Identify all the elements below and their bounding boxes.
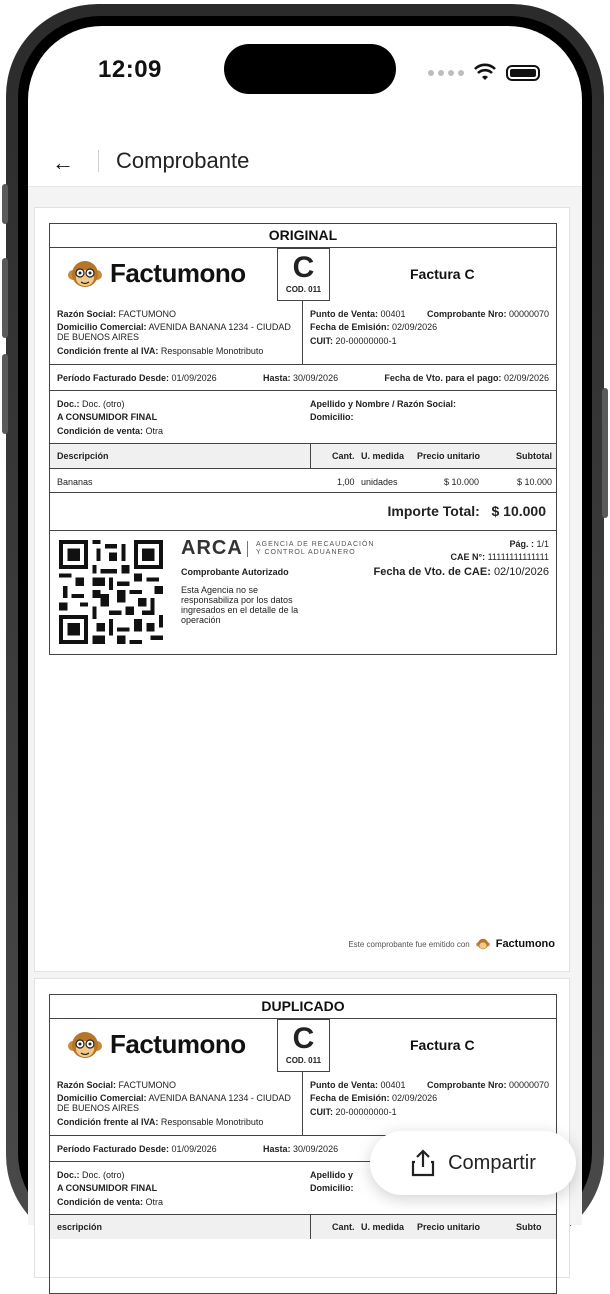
invoice-sheet-duplicado [34,978,570,1278]
col-umedida: U. medida [361,1222,405,1232]
share-button[interactable] [370,1131,576,1195]
fecha-emision: Fecha de Emisión: 02/09/2026 [310,1093,438,1103]
domicilio-receptor-label: Domicilio: [310,1183,354,1193]
domicilio-comercial: Domicilio Comercial: AVENIDA BANANA 1234 - CIUDAD [57,322,291,332]
consumidor-final: A CONSUMIDOR FINAL [57,1183,158,1193]
app-bar-separator [98,150,99,172]
share-icon [410,1149,436,1177]
brand-logo [68,258,246,289]
document-viewer[interactable] [28,187,582,1232]
screen [28,26,582,1232]
razon-social: Razón Social: FACTUMONO [57,309,177,319]
disclaimer: Esta Agencia no se responsabiliza por los datos ingresados en el detalle de la operación [181,585,299,625]
invoice-type: Factura C [410,266,475,282]
condicion-iva: Condición frente al IVA: Responsable Monotributo [57,346,264,356]
col-subtotal: Subtotal [516,451,552,461]
mute-switch [2,184,8,224]
importe-total: Importe Total: $ 10.000 [387,503,546,519]
col-subtotal: Subto [516,1222,542,1232]
condicion-venta: Condición de venta: Otra [57,426,164,436]
back-arrow-icon[interactable]: ← [52,150,74,175]
monkey-icon [68,259,102,289]
phone-frame [6,4,604,1247]
emitted-brand: Factumono [495,938,555,950]
qr-code [59,540,163,644]
receptor-row [50,390,556,443]
punto-de-venta: Punto de Venta: 00401 [310,1080,406,1090]
periodo-desde: Período Facturado Desde: 01/09/2026 [57,1144,217,1154]
item-umedida: unidades [361,477,398,487]
invoice-letter-box [277,248,330,301]
brand-logo [68,1029,246,1060]
copy-label: ORIGINAL [268,227,338,243]
items-table-header [50,1214,556,1239]
col-divider [310,1215,311,1239]
issuer-divider [302,1072,303,1136]
periodo-row [50,364,556,389]
cuit: CUIT: 20-00000000-1 [310,1107,397,1117]
periodo-hasta: Hasta: 30/09/2026 [263,373,339,383]
fecha-vto-cae: Fecha de Vto. de CAE: 02/10/2026 [373,566,549,578]
comprobante-nro: Comprobante Nro: 00000070 [427,1080,550,1090]
emitted-text: Este comprobante fue emitido con [348,939,470,949]
item-subtotal: $ 10.000 [516,477,552,487]
comprobante-nro: Comprobante Nro: 00000070 [427,309,550,319]
condicion-iva: Condición frente al IVA: Responsable Monotributo [57,1117,264,1127]
apellido-nombre-label: Apellido y Nombre / Razón Social: [310,399,457,409]
arca-subtitle: AGENCIA DE RECAUDACIÓN Y CONTROL ADUANERO [247,541,374,557]
periodo-desde: Período Facturado Desde: 01/09/2026 [57,373,217,383]
item-desc: Bananas [57,477,93,487]
volume-up-button [2,258,8,338]
periodo-hasta: Hasta: 30/09/2026 [263,1144,339,1154]
cae-section [50,530,556,655]
invoice-code: COD. 011 [285,285,322,294]
domicilio-comercial-line2: DE BUENOS AIRES [57,332,140,342]
comprobante-autorizado: Comprobante Autorizado [181,567,289,577]
item-precio: $ 10.000 [444,477,480,487]
doc-tipo: Doc.: Doc. (otro) [57,399,125,409]
domicilio-receptor-label: Domicilio: [310,412,354,422]
doc-tipo: Doc.: Doc. (otro) [57,1170,125,1180]
invoice-letter: C [292,251,315,284]
status-time: 12:09 [98,56,162,83]
col-umedida: U. medida [361,451,405,461]
brand-name: Factumono [110,258,246,288]
col-divider [310,444,311,468]
fecha-emision: Fecha de Emisión: 02/09/2026 [310,322,438,332]
invoice-letter: C [292,1022,315,1055]
razon-social: Razón Social: FACTUMONO [57,1080,177,1090]
volume-down-button [2,354,8,434]
cuit: CUIT: 20-00000000-1 [310,336,397,346]
domicilio-comercial: Domicilio Comercial: AVENIDA BANANA 1234 - CIUDAD [57,1093,291,1103]
invoice-header [50,1018,556,1127]
col-cant: Cant. [332,451,355,461]
monkey-icon [476,938,490,950]
invoice-letter-box [277,1019,330,1072]
dynamic-island [224,44,396,94]
emitted-with [348,938,555,950]
cae-numero: CAE N°: 11111111111111 [450,552,549,562]
col-precio: Precio unitario [417,1222,481,1232]
items-table-header [50,443,556,468]
domicilio-comercial-line2: DE BUENOS AIRES [57,1103,140,1113]
status-icons [428,62,540,84]
arca-logo: ARCA [181,537,243,559]
total-row [50,492,556,531]
consumidor-final: A CONSUMIDOR FINAL [57,412,158,422]
col-cant: Cant. [332,1222,355,1232]
issuer-divider [302,301,303,365]
invoice-sheet-original [34,207,570,972]
col-descripcion: escripción [57,1222,103,1232]
apellido-nombre-label: Apellido y [310,1170,354,1180]
copy-label: DUPLICADO [261,998,345,1014]
wifi-icon [474,64,496,82]
app-bar [28,136,582,190]
invoice-header [50,247,556,356]
phone-bezel [18,16,592,1235]
col-precio: Precio unitario [417,451,481,461]
monkey-icon [68,1030,102,1060]
invoice-original [49,223,557,655]
power-button [602,388,608,518]
fecha-vto-pago: Fecha de Vto. para el pago: 02/09/2026 [384,373,549,383]
invoice-code: COD. 011 [285,1056,322,1065]
col-descripcion: Descripción [57,451,109,461]
signal-icon [428,70,464,76]
table-row [50,468,556,493]
condicion-venta: Condición de venta: Otra [57,1197,164,1207]
page-title: Comprobante [116,148,250,173]
pagina: Pág. : 1/1 [509,539,549,549]
punto-de-venta: Punto de Venta: 00401 [310,309,406,319]
invoice-type: Factura C [410,1037,475,1053]
item-cant: 1,00 [337,477,355,487]
share-button-label: Compartir [448,1151,536,1174]
brand-name: Factumono [110,1029,246,1059]
battery-icon [506,65,540,81]
